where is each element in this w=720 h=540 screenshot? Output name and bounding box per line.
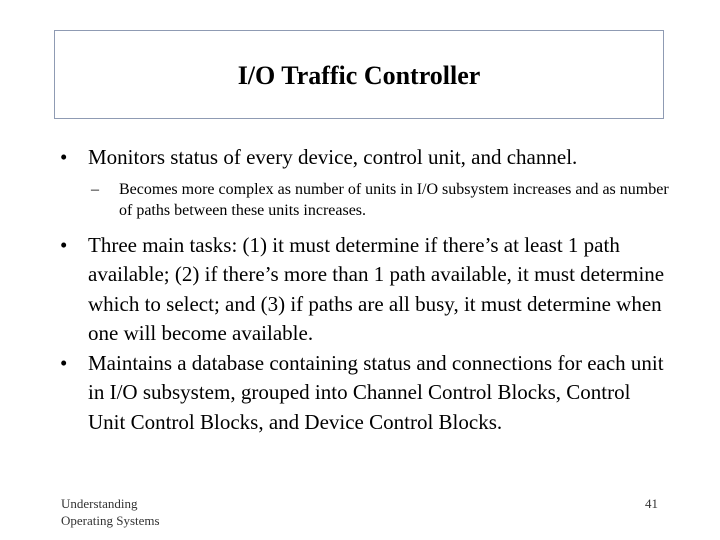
sub-bullet-item (91, 179, 670, 222)
bullet-marker: • (60, 350, 68, 375)
bullet-marker: • (60, 145, 68, 169)
bullet-item (60, 143, 670, 173)
bullet-item (60, 231, 670, 349)
slide-title: I/O Traffic Controller (237, 60, 481, 90)
bullet-text: Monitors status of every device, control unit, and channel. (88, 145, 578, 169)
bullet-text: Three main tasks: (1) it must determine if there’s at least 1 path available; (2) if there’s more than 1 path available, it must determine which to select; and (3) if paths are all busy, it must determine when one will become available. (88, 232, 665, 345)
bullet-marker: • (60, 232, 68, 257)
bullet-text: Maintains a database containing status and connections for each unit in I/O subsystem, grouped into Channel Control Blocks, Control Unit Control Blocks, and Device Control Blocks. (88, 350, 664, 434)
footer-line-2: Operating Systems (61, 513, 160, 528)
page-number: 41 (645, 496, 658, 511)
bullet-item (60, 349, 670, 438)
title-box (54, 30, 664, 119)
slide-content (60, 143, 670, 437)
footer-book-title (61, 495, 160, 529)
sub-bullet-marker: – (91, 180, 99, 198)
footer-line-1: Understanding (61, 496, 138, 511)
sub-bullet-text: Becomes more complex as number of units in I/O subsystem increases and as number of paths between these units increases. (119, 180, 669, 219)
